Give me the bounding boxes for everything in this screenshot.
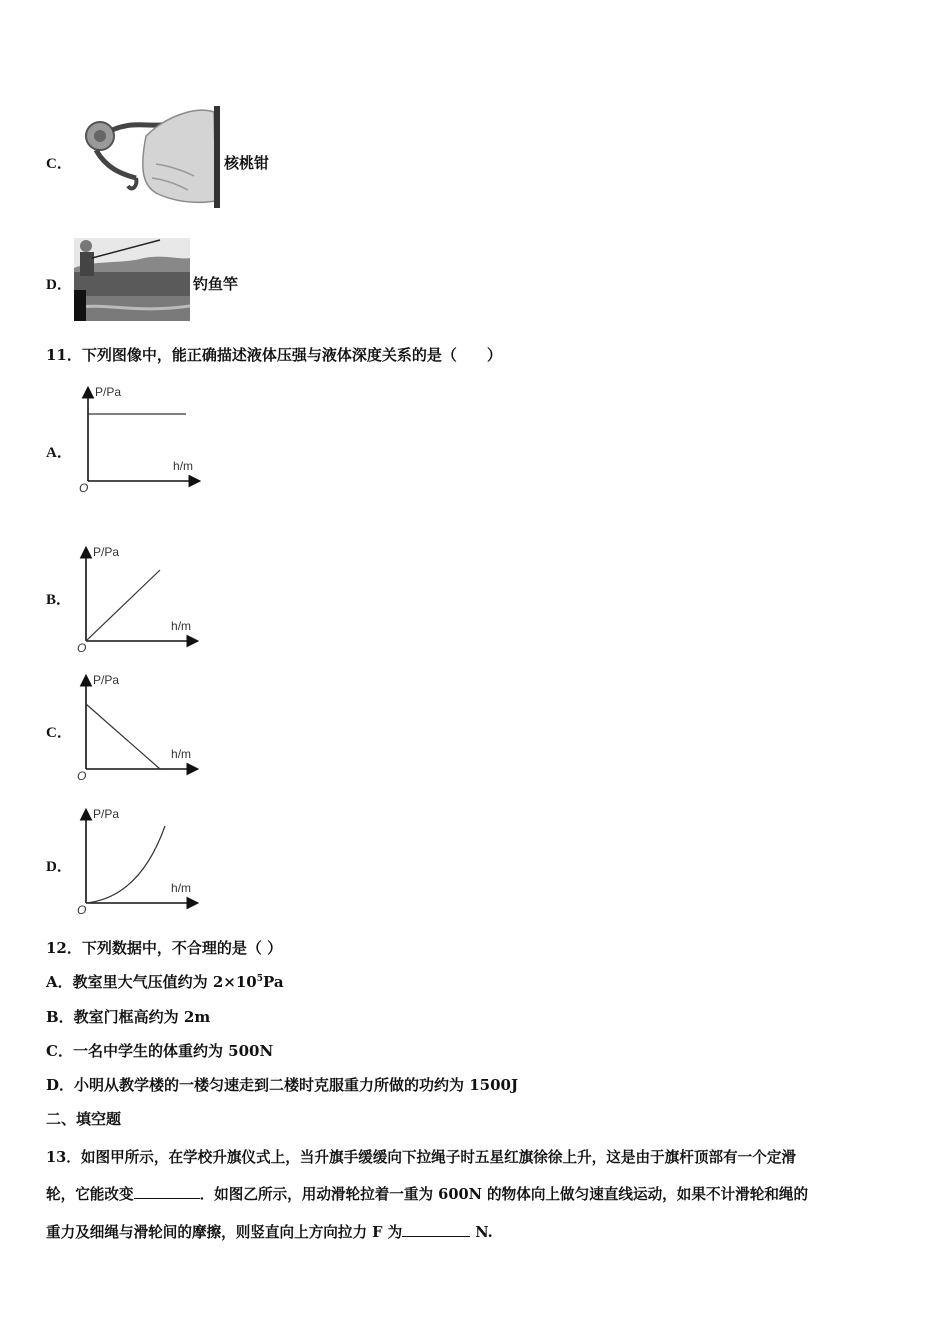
q10-option-c-letter: C． [46, 156, 72, 172]
pressure-curve [86, 704, 160, 769]
walnut-cracker-photo-icon [76, 106, 222, 208]
pressure-curve [86, 826, 165, 903]
pressure-curve [86, 570, 160, 641]
graph-c [70, 668, 202, 784]
x-label: h/m [173, 459, 194, 473]
x-label: h/m [171, 619, 192, 633]
answer-blank-2[interactable] [402, 1222, 470, 1237]
q11-question: 11．下列图像中，能正确描述液体压强与液体深度关系的是（ ） [46, 346, 502, 364]
y-label: P/Pa [95, 385, 122, 399]
q11-option-d-letter: D． [46, 859, 72, 875]
q10-option-c-caption: 核桃钳 [224, 154, 270, 172]
section-title: 二、填空题 [46, 1110, 122, 1128]
q12-option-d: D．小明从教学楼的一楼匀速走到二楼时克服重力所做的功约为 1500J [46, 1076, 519, 1094]
origin-label: O [77, 641, 87, 655]
q12-option-b: B．教室门框高约为 2m [46, 1008, 211, 1026]
fishing-rod-photo-icon [74, 238, 190, 321]
y-label: P/Pa [93, 545, 120, 559]
graph-d [70, 802, 202, 918]
x-label: h/m [171, 881, 192, 895]
q12-question: 12．下列数据中，不合理的是（ ） [46, 939, 283, 957]
origin-label: O [79, 481, 89, 495]
answer-blank-1[interactable] [134, 1184, 200, 1199]
origin-label: O [77, 769, 87, 783]
q13-line-3: 重力及细绳与滑轮间的摩擦，则竖直向上方向拉力 F 为 N. [46, 1224, 493, 1241]
graph-a [72, 380, 204, 496]
q10-option-d-letter: D． [46, 277, 72, 293]
q13-line-2: 轮，它能改变 ．如图乙所示，用动滑轮拉着一重为 600N 的物体向上做匀速直线运动，如果不计滑轮和绳的 [46, 1186, 809, 1203]
q12-option-c: C．一名中学生的体重约为 500N [46, 1042, 274, 1060]
q10-option-d-caption: 钓鱼竿 [193, 275, 239, 293]
origin-label: O [77, 903, 87, 917]
graph-b [70, 540, 202, 656]
q11-option-b-letter: B． [46, 592, 72, 608]
x-label: h/m [171, 747, 192, 761]
q11-option-a-letter: A． [46, 445, 72, 461]
y-label: P/Pa [93, 673, 120, 687]
q13-line-1: 13．如图甲所示，在学校升旗仪式上，当升旗手缓缓向下拉绳子时五星红旗徐徐上升，这是由于旗杆顶部有一个定滑 [46, 1149, 797, 1166]
q11-option-c-letter: C． [46, 725, 72, 741]
q12-option-a: A．教室里大气压值约为 $2\times 10^5Pa$ [46, 973, 284, 991]
y-label: P/Pa [93, 807, 120, 821]
